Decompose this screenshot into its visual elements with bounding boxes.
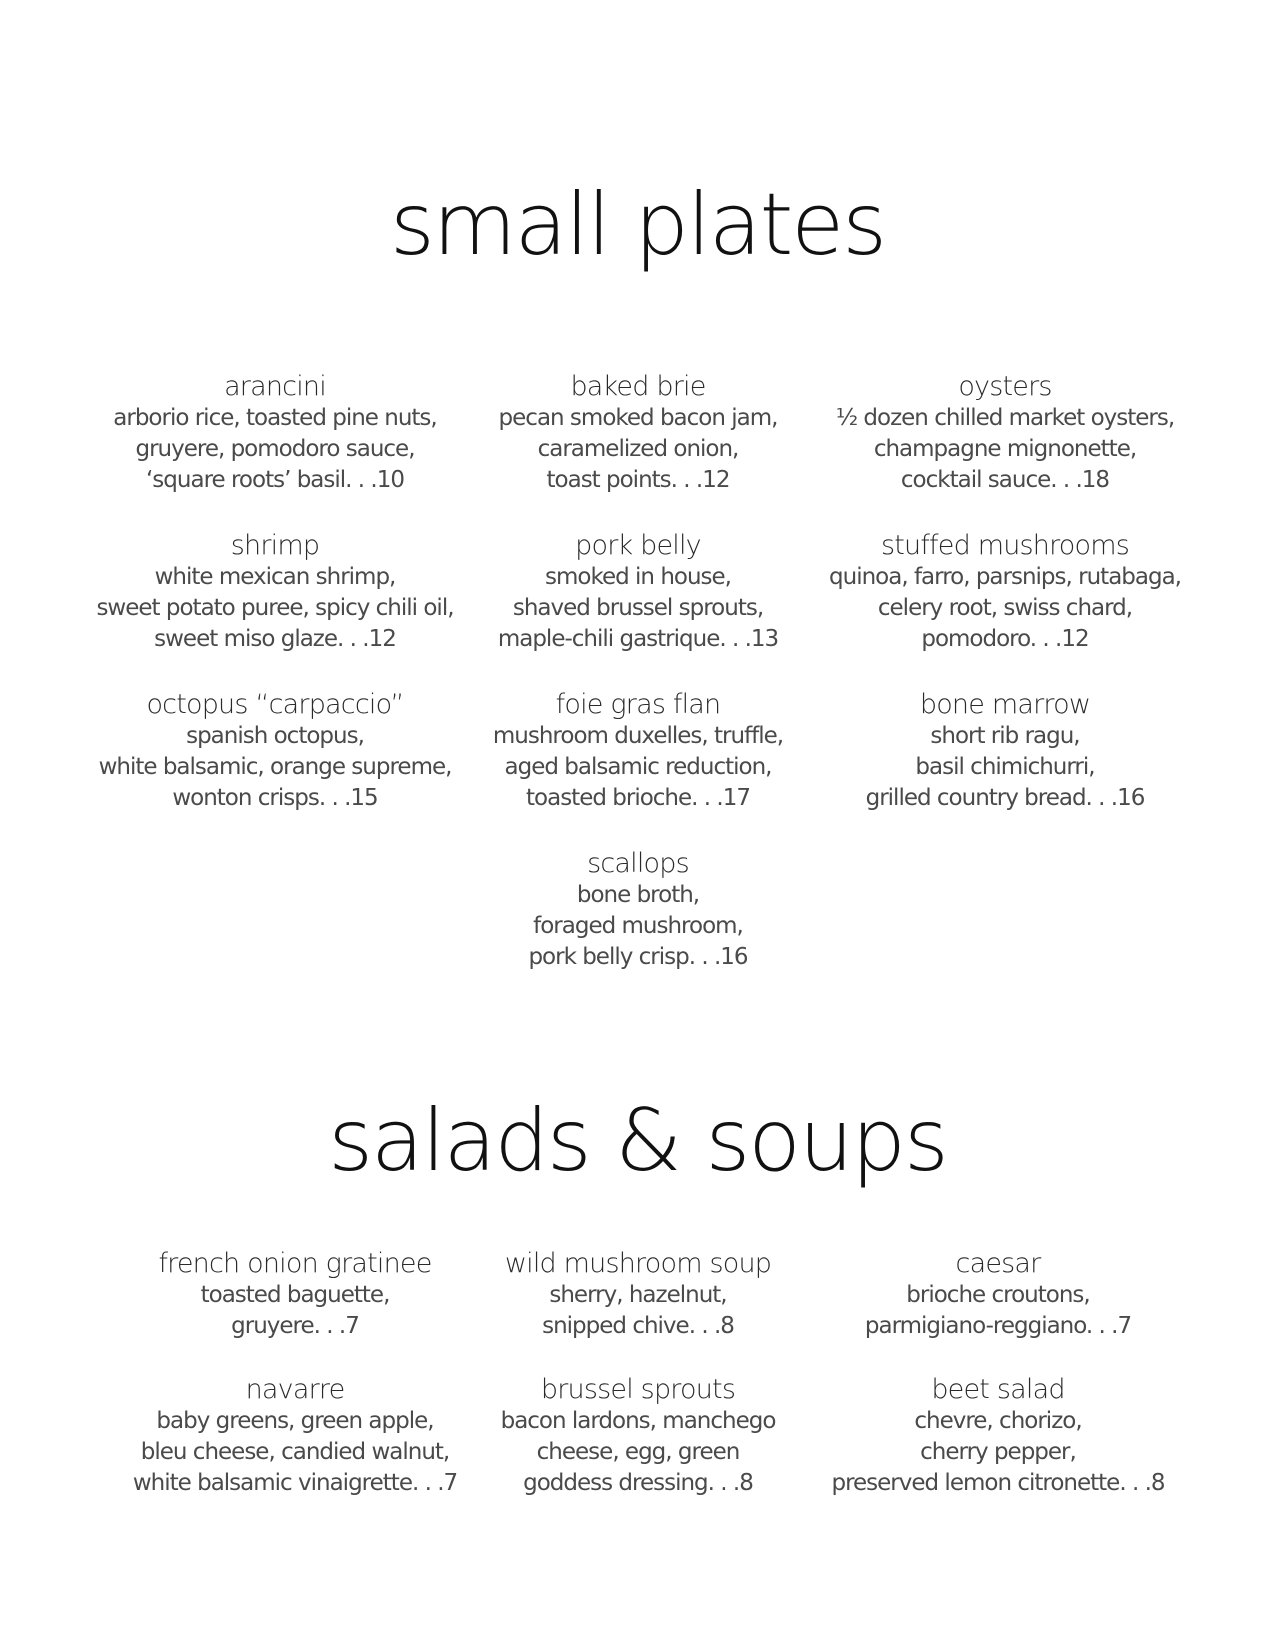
menu-item-oysters [815, 370, 1195, 496]
menu-item-desc: bacon lardons, manchego [500, 1408, 776, 1434]
menu-item-desc: cheese, egg, green [536, 1439, 740, 1465]
menu-item-name: brussel sprouts [540, 1374, 736, 1405]
menu-item-foie-gras-flan [448, 688, 828, 814]
menu-item-pork-belly [448, 529, 828, 655]
menu-item-desc: shaved brussel sprouts, [512, 595, 764, 621]
menu-item-desc: wonton crisps. . .15 [172, 785, 378, 811]
menu-item-name: octopus “carpaccio” [146, 689, 404, 720]
menu-item-desc: toasted brioche. . .17 [526, 785, 750, 811]
menu-item-scallops [448, 847, 828, 973]
menu-item-desc: brioche croutons, [906, 1282, 1090, 1308]
menu-item-name: wild mushroom soup [504, 1248, 772, 1279]
menu-item-caesar [808, 1247, 1188, 1342]
menu-item-desc: mushroom duxelles, truffle, [492, 723, 784, 749]
menu-item-desc: champagne mignonette, [873, 436, 1137, 462]
menu-item-desc: bleu cheese, candied walnut, [140, 1439, 450, 1465]
salads-soups-title: salads & soups [328, 1091, 947, 1191]
menu-item-desc: sherry, hazelnut, [549, 1282, 727, 1308]
menu-item-desc: maple-chili gastrique. . .13 [497, 626, 779, 652]
menu-item-desc: snipped chive. . .8 [542, 1313, 734, 1339]
menu-item-desc: pecan smoked bacon jam, [498, 405, 778, 431]
menu-item-name: scallops [587, 848, 689, 879]
menu-item-french-onion-gratinee [105, 1247, 485, 1342]
menu-item-name: stuffed mushrooms [880, 530, 1129, 561]
menu-item-desc: aged balsamic reduction, [504, 754, 772, 780]
menu-item-desc: cherry pepper, [920, 1439, 1076, 1465]
menu-item-name: bone marrow [919, 689, 1091, 720]
menu-item-beet-salad [808, 1373, 1188, 1499]
menu-item-desc: spanish octopus, [186, 723, 364, 749]
menu-item-name: oysters [958, 371, 1052, 402]
menu-item-desc: grilled country bread. . .16 [865, 785, 1145, 811]
menu-item-baked-brie [448, 370, 828, 496]
menu-item-desc: pomodoro. . .12 [921, 626, 1089, 652]
menu-item-desc: white mexican shrimp, [154, 564, 396, 590]
menu-item-name: shrimp [230, 530, 320, 561]
menu-item-arancini [85, 370, 465, 496]
menu-item-desc: parmigiano-reggiano. . .7 [864, 1313, 1132, 1339]
menu-item-desc: caramelized onion, [537, 436, 739, 462]
menu-item-name: beet salad [931, 1374, 1065, 1405]
menu-item-octopus-carpaccio [85, 688, 465, 814]
menu-item-desc: sweet miso glaze. . .12 [154, 626, 396, 652]
menu-item-desc: foraged mushroom, [533, 913, 743, 939]
menu-item-name: foie gras flan [555, 689, 721, 720]
menu-item-desc: toast points. . .12 [546, 467, 730, 493]
menu-item-name: baked brie [570, 371, 706, 402]
menu-item-desc: ‘square roots’ basil. . .10 [146, 467, 404, 493]
menu-item-desc: baby greens, green apple, [156, 1408, 434, 1434]
menu-item-desc: toasted baguette, [200, 1282, 390, 1308]
menu-item-name: navarre [245, 1374, 345, 1405]
menu-item-desc: chevre, chorizo, [914, 1408, 1082, 1434]
menu-item-desc: smoked in house, [545, 564, 731, 590]
menu-item-name: pork belly [575, 530, 701, 561]
menu-item-brussel-sprouts [448, 1373, 828, 1499]
menu-item-desc: gruyere, pomodoro sauce, [135, 436, 415, 462]
menu-item-desc: bone broth, [576, 882, 700, 908]
menu-item-name: caesar [955, 1248, 1041, 1279]
menu-item-desc: celery root, swiss chard, [877, 595, 1133, 621]
menu-item-desc: cocktail sauce. . .18 [900, 467, 1110, 493]
menu-item-desc: pork belly crisp. . .16 [528, 944, 748, 970]
menu-item-bone-marrow [815, 688, 1195, 814]
menu-item-desc: preserved lemon citronette. . .8 [831, 1470, 1165, 1496]
menu-item-desc: goddess dressing. . .8 [523, 1470, 753, 1496]
menu-item-navarre [105, 1373, 485, 1499]
menu-item-desc: white balsamic vinaigrette. . .7 [132, 1470, 458, 1496]
menu-item-desc: short rib ragu, [930, 723, 1080, 749]
menu-item-name: arancini [224, 371, 326, 402]
menu-item-desc: quinoa, farro, parsnips, rutabaga, [829, 564, 1181, 590]
menu-item-desc: basil chimichurri, [915, 754, 1095, 780]
menu-item-desc: gruyere. . .7 [231, 1313, 359, 1339]
menu-item-shrimp [85, 529, 465, 655]
menu-item-desc: arborio rice, toasted pine nuts, [113, 405, 437, 431]
menu-item-desc: white balsamic, orange supreme, [98, 754, 452, 780]
menu-item-wild-mushroom-soup [448, 1247, 828, 1342]
menu-item-stuffed-mushrooms [815, 529, 1195, 655]
menu-item-name: french onion gratinee [158, 1248, 432, 1279]
menu-item-desc: sweet potato puree, spicy chili oil, [96, 595, 454, 621]
small-plates-title: small plates [389, 175, 886, 275]
menu-item-desc: ½ dozen chilled market oysters, [835, 405, 1175, 431]
